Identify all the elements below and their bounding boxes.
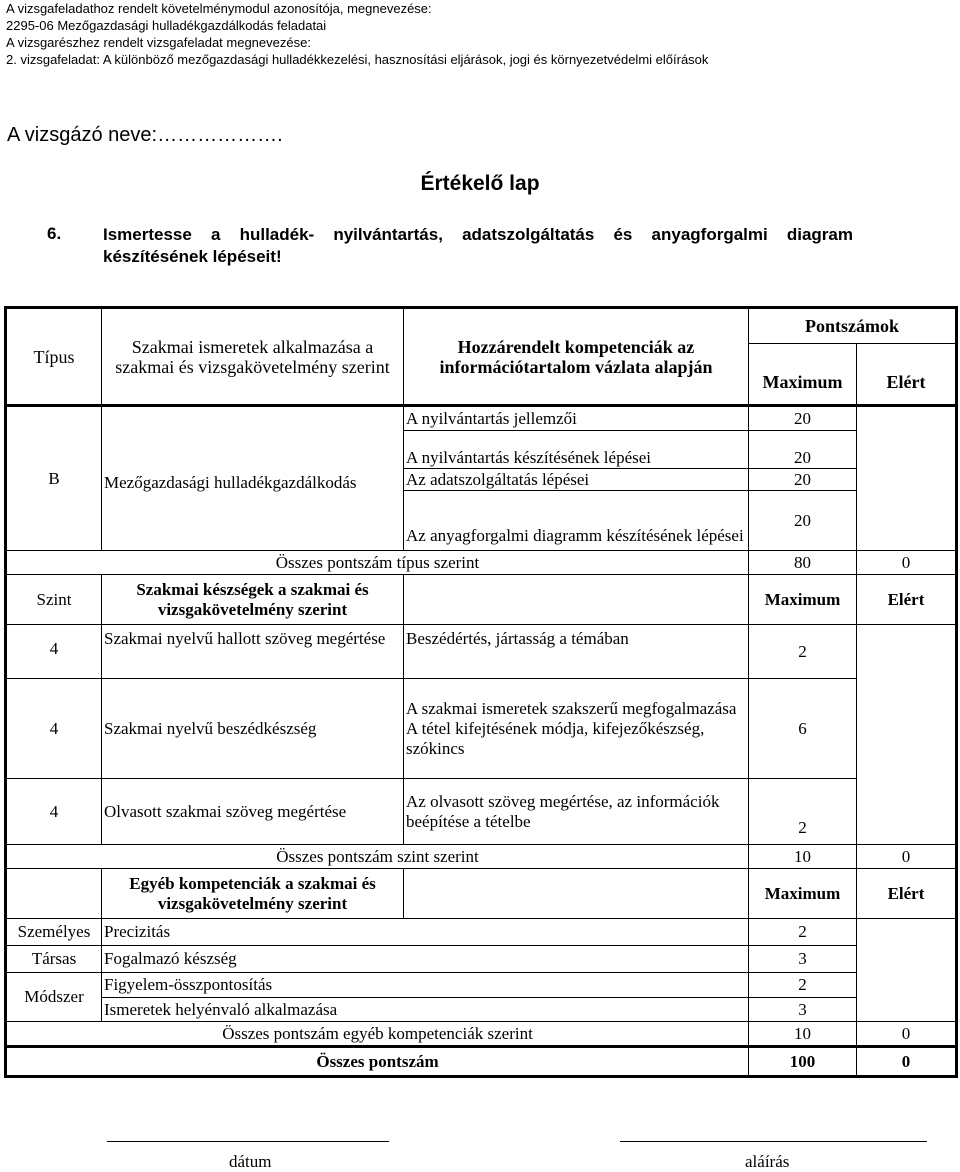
- competence-cell: A nyilvántartás készítésének lépései: [404, 431, 749, 469]
- achieved-cell: [857, 919, 957, 1022]
- max-cell: 2: [749, 973, 857, 998]
- other-name-cell: Precizitás: [102, 919, 749, 946]
- level-cell: 4: [6, 779, 102, 845]
- grand-total-max: 100: [749, 1047, 857, 1077]
- competence-cell: Beszédértés, jártasság a témában: [404, 625, 749, 679]
- max-cell: 2: [749, 625, 857, 679]
- section3-empty-type: [6, 869, 102, 919]
- page-title: Értékelő lap: [420, 172, 540, 195]
- section3-achieved-head: Elért: [857, 869, 957, 919]
- section1-type: B: [6, 406, 102, 551]
- section1-total-max: 80: [749, 551, 857, 575]
- section3-head: Egyéb kompetenciák a szakmai és vizsgakövetelmény szerint: [102, 869, 404, 919]
- head-knowledge: Szakmai ismeretek alkalmazása a szakmai és vizsgakövetelmény szerint: [102, 308, 404, 406]
- section3-empty-head: [404, 869, 749, 919]
- level-cell: 4: [6, 625, 102, 679]
- competence-cell: Az adatszolgáltatás lépései: [404, 469, 749, 491]
- head-max: Maximum: [749, 344, 857, 406]
- max-cell: 3: [749, 998, 857, 1022]
- section3-total-max: 10: [749, 1022, 857, 1047]
- other-type-cell: Módszer: [6, 973, 102, 1022]
- level-cell: 4: [6, 679, 102, 779]
- header-task-name: 2. vizsgafeladat: A különböző mezőgazdasági hulladékkezelési, hasznosítási eljárások, jogi és környezetvédelmi előírások: [6, 52, 709, 67]
- competence-cell: Az anyagforgalmi diagramm készítésének lépései: [404, 491, 749, 551]
- task-number: 6.: [47, 224, 62, 243]
- section2-type-head: Szint: [6, 575, 102, 625]
- task-text-line2: készítésének lépéseit!: [103, 247, 282, 266]
- skill-cell: Szakmai nyelvű hallott szöveg megértése: [102, 625, 404, 679]
- section1-total-achieved: 0: [857, 551, 957, 575]
- other-type-cell: Személyes: [6, 919, 102, 946]
- header-module-label: A vizsgafeladathoz rendelt követelménymodul azonosítója, megnevezése:: [6, 1, 432, 16]
- competence-cell: Az olvasott szöveg megértése, az információk beépítése a tételbe: [404, 779, 749, 845]
- max-cell: 20: [749, 469, 857, 491]
- head-type: Típus: [6, 308, 102, 406]
- other-type-cell: Társas: [6, 946, 102, 973]
- section2-max-head: Maximum: [749, 575, 857, 625]
- head-points: Pontszámok: [749, 308, 957, 344]
- skill-cell: Olvasott szakmai szöveg megértése: [102, 779, 404, 845]
- section3-total-label: Összes pontszám egyéb kompetenciák szerint: [6, 1022, 749, 1047]
- max-cell: 2: [749, 919, 857, 946]
- competence-cell: A nyilvántartás jellemzői: [404, 406, 749, 431]
- section1-total-label: Összes pontszám típus szerint: [6, 551, 749, 575]
- max-cell: 20: [749, 491, 857, 551]
- achieved-cell: [857, 406, 957, 551]
- head-achieved: Elért: [857, 344, 957, 406]
- signature-label: aláírás: [745, 1152, 790, 1171]
- section2-empty-head: [404, 575, 749, 625]
- task-text-line1: Ismertesse a hulladék- nyilvántartás, adatszolgáltatás és anyagforgalmi diagram: [103, 225, 853, 244]
- grand-total-achieved: 0: [857, 1047, 957, 1077]
- evaluation-table: [4, 306, 958, 1078]
- date-label: dátum: [229, 1152, 272, 1171]
- other-name-cell: Figyelem-összpontosítás: [102, 973, 749, 998]
- header-module-name: 2295-06 Mezőgazdasági hulladékgazdálkodás feladatai: [6, 18, 327, 33]
- max-cell: 20: [749, 406, 857, 431]
- signature-line: [620, 1141, 927, 1142]
- header-task-label: A vizsgarészhez rendelt vizsgafeladat megnevezése:: [6, 35, 311, 50]
- section2-total-achieved: 0: [857, 845, 957, 869]
- achieved-cell: [857, 625, 957, 845]
- other-name-cell: Ismeretek helyénvaló alkalmazása: [102, 998, 749, 1022]
- section1-knowledge: Mezőgazdasági hulladékgazdálkodás: [102, 406, 404, 551]
- section3-max-head: Maximum: [749, 869, 857, 919]
- head-competence: Hozzárendelt kompetenciák az információtartalom vázlata alapján: [404, 308, 749, 406]
- max-cell: 6: [749, 679, 857, 779]
- max-cell: 20: [749, 431, 857, 469]
- max-cell: 2: [749, 779, 857, 845]
- examinee-name-line: A vizsgázó neve:……………….: [7, 124, 283, 146]
- section2-head: Szakmai készségek a szakmai és vizsgakövetelmény szerint: [102, 575, 404, 625]
- max-cell: 3: [749, 946, 857, 973]
- section2-total-label: Összes pontszám szint szerint: [6, 845, 749, 869]
- grand-total-label: Összes pontszám: [6, 1047, 749, 1077]
- date-signature-line: [107, 1141, 389, 1142]
- competence-cell: A szakmai ismeretek szakszerű megfogalmazása A tétel kifejtésének módja, kifejezőkészség, szókincs: [404, 679, 749, 779]
- section2-achieved-head: Elért: [857, 575, 957, 625]
- section3-total-achieved: 0: [857, 1022, 957, 1047]
- skill-cell: Szakmai nyelvű beszédkészség: [102, 679, 404, 779]
- other-name-cell: Fogalmazó készség: [102, 946, 749, 973]
- section2-total-max: 10: [749, 845, 857, 869]
